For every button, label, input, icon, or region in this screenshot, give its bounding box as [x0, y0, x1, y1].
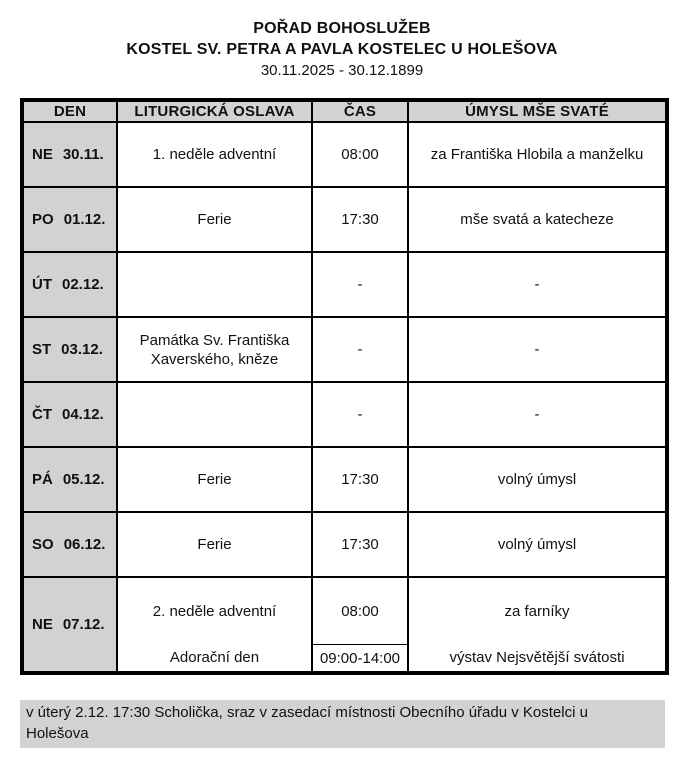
table-row — [22, 122, 667, 187]
day-cell — [22, 577, 117, 673]
table-row — [22, 447, 667, 512]
schedule-table — [20, 98, 669, 675]
table-row — [22, 252, 667, 317]
day-abbrev: PÁ — [32, 471, 53, 488]
celebration-cell: Ferie — [117, 187, 312, 252]
time-cell: 17:30 — [312, 447, 408, 512]
intention-cell: - — [408, 382, 667, 447]
day-abbrev: ČT — [32, 406, 52, 423]
celebration-primary: 2. neděle adventní — [152, 602, 277, 620]
title-block — [0, 18, 684, 81]
church-name: KOSTEL SV. PETRA A PAVLA KOSTELEC U HOLEŠOVA — [126, 41, 558, 58]
column-header-den: DEN — [22, 100, 117, 122]
day-cell — [22, 252, 117, 317]
day-cell — [22, 317, 117, 382]
day-abbrev: SO — [32, 536, 54, 553]
day-date: 04.12. — [62, 406, 104, 423]
intention-cell — [408, 577, 667, 673]
celebration-cell: Ferie — [117, 447, 312, 512]
day-cell — [22, 122, 117, 187]
column-header-umysl: ÚMYSL MŠE SVATÉ — [408, 100, 667, 122]
day-date: 30.11. — [62, 146, 104, 163]
day-abbrev: NE — [32, 146, 53, 163]
time-cell: 08:00 — [312, 122, 408, 187]
footer-note: v úterý 2.12. 17:30 Scholička, sraz v zasedací místnosti Obecního úřadu v Kostelci u Holešova — [20, 700, 665, 748]
day-date: 06.12. — [63, 536, 106, 553]
day-cell — [22, 187, 117, 252]
intention-cell: - — [408, 317, 667, 382]
date-range: 30.11.2025 - 30.12.1899 — [260, 62, 424, 79]
page-title: POŘAD BOHOSLUŽEB — [253, 20, 431, 37]
day-date: 02.12. — [62, 276, 104, 293]
time-cell: - — [312, 382, 408, 447]
intention-cell: volný úmysl — [408, 512, 667, 577]
day-date: 05.12. — [62, 471, 105, 488]
column-header-cas: ČAS — [312, 100, 408, 122]
intention-cell: - — [408, 252, 667, 317]
intention-cell: za Františka Hlobila a manželku — [408, 122, 667, 187]
day-cell — [22, 512, 117, 577]
intention-cell: volný úmysl — [408, 447, 667, 512]
intention-cell: mše svatá a katecheze — [408, 187, 667, 252]
column-header-liturgicka-oslava: LITURGICKÁ OSLAVA — [117, 100, 312, 122]
day-cell — [22, 447, 117, 512]
time-cell: - — [312, 317, 408, 382]
day-date: 01.12. — [63, 211, 106, 228]
celebration-cell — [117, 382, 312, 447]
day-cell — [22, 382, 117, 447]
celebration-cell: Památka Sv. Františka Xaverského, kněze — [117, 317, 312, 382]
time-cell: 17:30 — [312, 512, 408, 577]
celebration-secondary: Adorační den — [169, 649, 260, 666]
intention-primary: za farníky — [504, 602, 570, 620]
table-header-row — [22, 100, 667, 122]
day-abbrev: ST — [32, 341, 52, 358]
day-abbrev: NE — [32, 616, 53, 633]
table-row — [22, 512, 667, 577]
time-primary: 08:00 — [341, 602, 379, 620]
time-cell: 17:30 — [312, 187, 408, 252]
day-date: 03.12. — [61, 341, 103, 358]
time-cell — [312, 577, 408, 673]
table-row — [22, 577, 667, 673]
day-date: 07.12. — [62, 616, 105, 633]
time-secondary: 09:00-14:00 — [313, 644, 407, 671]
table-row — [22, 187, 667, 252]
table-row — [22, 317, 667, 382]
time-cell: - — [312, 252, 408, 317]
intention-secondary: výstav Nejsvětější svátosti — [449, 649, 625, 666]
day-abbrev: ÚT — [32, 276, 52, 293]
table-row — [22, 382, 667, 447]
day-abbrev: PO — [32, 211, 54, 228]
celebration-cell: 1. neděle adventní — [117, 122, 312, 187]
celebration-cell — [117, 577, 312, 673]
celebration-cell — [117, 252, 312, 317]
celebration-cell: Ferie — [117, 512, 312, 577]
